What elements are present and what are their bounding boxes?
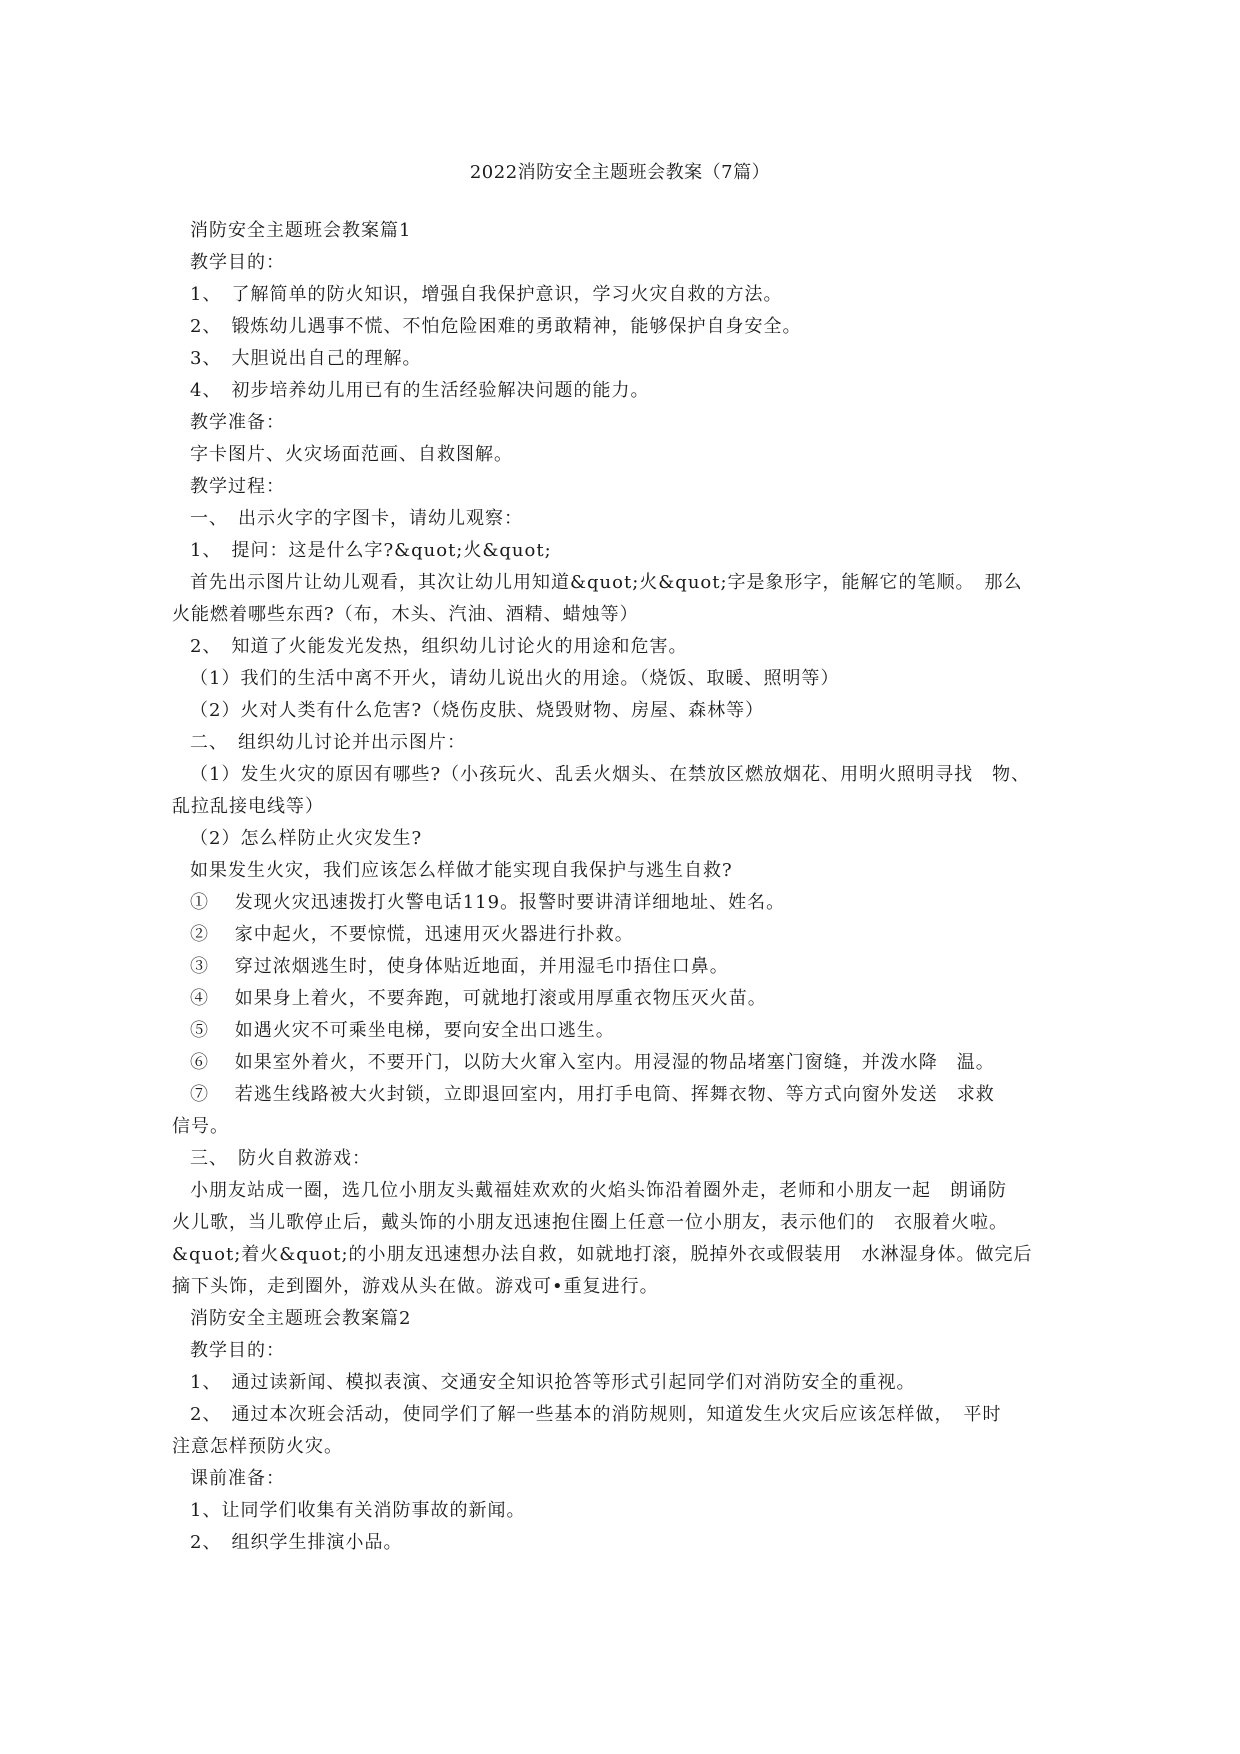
- text-line: 首先出示图片让幼儿观看，其次让幼儿用知道&quot;火&quot;字是象形字，能解它的笔顺。 那么: [190, 572, 1023, 593]
- text-line: 小朋友站成一圈，选几位小朋友头戴福娃欢欢的火焰头饰沿着圈外走，老师和小朋友一起 朗诵防: [190, 1180, 1007, 1201]
- list-item: 一、 出示火字的字图卡，请幼儿观察：: [190, 508, 523, 529]
- list-item: 2、 通过本次班会活动，使同学们了解一些基本的消防规则，知道发生火灾后应该怎样做， 平时: [190, 1404, 1002, 1425]
- text-line: 乱拉乱接电线等）: [172, 796, 324, 817]
- list-item: ③ 穿过浓烟逃生时，使身体贴近地面，并用湿毛巾捂住口鼻。: [190, 956, 729, 977]
- text-line: 教学准备：: [190, 412, 285, 433]
- section-heading-1: 消防安全主题班会教案篇1: [190, 220, 412, 241]
- list-item: 2、 锻炼幼儿遇事不慌、不怕危险困难的勇敢精神，能够保护自身安全。: [190, 316, 802, 337]
- text-line: &quot;着火&quot;的小朋友迅速想办法自救，如就地打滚，脱掉外衣或假装用 水淋湿身体。做完后: [172, 1244, 1033, 1265]
- text-line: 信号。: [172, 1116, 229, 1137]
- list-item: 1、 了解简单的防火知识，增强自我保护意识，学习火灾自救的方法。: [190, 284, 783, 305]
- text-line: 摘下头饰，走到圈外，游戏从头在做。游戏可•重复进行。: [172, 1276, 659, 1297]
- list-item: （2）火对人类有什么危害?（烧伤皮肤、烧毁财物、房屋、森林等）: [190, 700, 765, 721]
- list-item: 3、 大胆说出自己的理解。: [190, 348, 422, 369]
- list-item: 1、让同学们收集有关消防事故的新闻。: [190, 1500, 526, 1521]
- text-line: 注意怎样预防火灾。: [172, 1436, 343, 1457]
- list-item: 2、 组织学生排演小品。: [190, 1532, 403, 1553]
- text-line: 如果发生火灾，我们应该怎么样做才能实现自我保护与逃生自救?: [190, 860, 733, 881]
- text-line: 教学目的：: [190, 1340, 285, 1361]
- list-item: 1、 提问：这是什么字?&quot;火&quot;: [190, 540, 552, 561]
- list-item: 三、 防火自救游戏：: [190, 1148, 371, 1169]
- list-item: ⑦ 若逃生线路被大火封锁，立即退回室内，用打手电筒、挥舞衣物、等方式向窗外发送 求救: [190, 1084, 995, 1105]
- list-item: （1）我们的生活中离不开火，请幼儿说出火的用途。（烧饭、取暖、照明等）: [190, 668, 840, 689]
- document-body: [172, 215, 1060, 1559]
- section-heading-2: 消防安全主题班会教案篇2: [190, 1308, 412, 1329]
- list-item: ④ 如果身上着火，不要奔跑，可就地打滚或用厚重衣物压灭火苗。: [190, 988, 767, 1009]
- text-line: 火儿歌，当儿歌停止后，戴头饰的小朋友迅速抱住圈上任意一位小朋友，表示他们的 衣服着火啦。: [172, 1212, 1008, 1233]
- list-item: ⑥ 如果室外着火，不要开门，以防大火窜入室内。用浸湿的物品堵塞门窗缝，并泼水降 温。: [190, 1052, 995, 1073]
- text-line: 字卡图片、火灾场面范画、自救图解。: [190, 444, 513, 465]
- list-item: 二、 组织幼儿讨论并出示图片：: [190, 732, 466, 753]
- page-title: 2022消防安全主题班会教案（7篇）: [469, 162, 771, 183]
- list-item: 1、 通过读新闻、模拟表演、交通安全知识抢答等形式引起同学们对消防安全的重视。: [190, 1372, 916, 1393]
- text-line: 火能燃着哪些东西?（布，木头、汽油、酒精、蜡烛等）: [172, 604, 639, 625]
- text-line: 教学目的：: [190, 252, 285, 273]
- text-line: 教学过程：: [190, 476, 285, 497]
- text-line: 课前准备：: [190, 1468, 285, 1489]
- list-item: ① 发现火灾迅速拨打火警电话119。报警时要讲清详细地址、姓名。: [190, 892, 786, 913]
- list-item: 2、 知道了火能发光发热，组织幼儿讨论火的用途和危害。: [190, 636, 688, 657]
- list-item: （2）怎么样防止火灾发生?: [190, 828, 423, 849]
- list-item: ⑤ 如遇火灾不可乘坐电梯，要向安全出口逃生。: [190, 1020, 615, 1041]
- list-item: ② 家中起火，不要惊慌，迅速用灭火器进行扑救。: [190, 924, 634, 945]
- list-item: （1）发生火灾的原因有哪些?（小孩玩火、乱丢火烟头、在禁放区燃放烟花、用明火照明寻找 物、: [190, 764, 1031, 785]
- list-item: 4、 初步培养幼儿用已有的生活经验解决问题的能力。: [190, 380, 650, 401]
